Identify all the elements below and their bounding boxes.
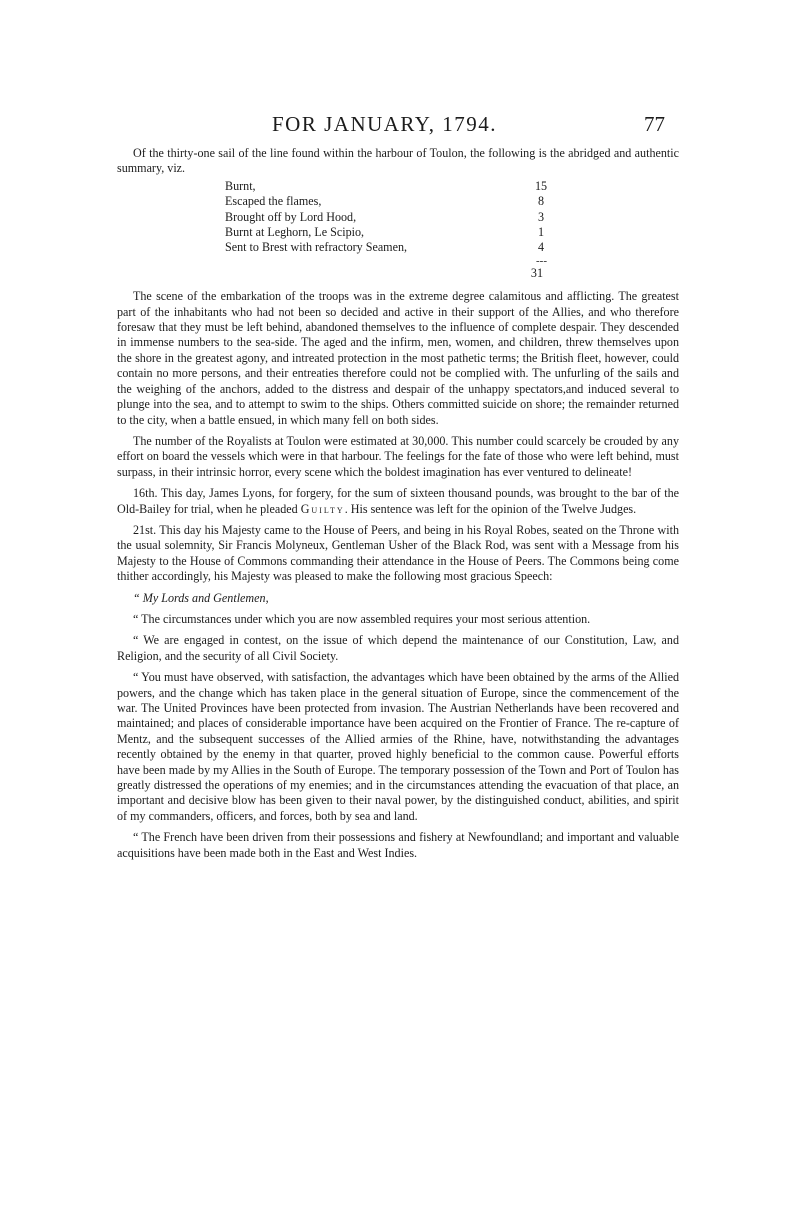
page-header: [0, 112, 796, 138]
summary-label: Escaped the flames,: [225, 194, 322, 209]
intro-paragraph: Of the thirty-one sail of the line found within the harbour of Toulon, the following is the abridged and authentic summary, viz.: [117, 146, 679, 176]
summary-value: 8: [537, 194, 545, 209]
page-number: 77: [644, 112, 665, 136]
speech-paragraph: “ The French have been driven from their possessions and fishery at Newfoundland; and important and valuable acquisitions have been made both in the East and West Indies.: [117, 830, 679, 860]
embarkation-paragraph: The scene of the embarkation of the troops was in the extreme degree calamitous and afflicting. The greatest part of the inhabitants who had not been so decided and active in their support of the Allies, and who therefore foresaw that they must be left behind, abandoned themselves to the influence of complete despair. They descended in immense numbers to the sea-side. The aged and the infirm, men, women, and children, threw themselves upon the shore in the greatest agony, and intreated protection in the most pathetic terms; the British fleet, however, could contain no more persons, and their entreaties therefore could not be complied with. The unfurling of the sails and the weighing of the anchors, added to the distress and despair of the unhappy spectators,and induced several to plunge into the sea, and to attempt to swim to the ships. Others committed suicide on shore; the remainder returned to the city, when a battle ensued, in which many fell on both sides.: [117, 289, 679, 427]
lyons-text-end: . His sentence was left for the opinion of the Twelve Judges.: [344, 501, 637, 516]
summary-total: 31: [530, 265, 543, 280]
summary-label: Brought off by Lord Hood,: [225, 209, 357, 224]
house-of-peers-paragraph: 21st. This day his Majesty came to the House of Peers, and being in his Royal Robes, seated on the Throne with the usual solemnity, Sir Francis Molyneux, Gentleman Usher of the Black Rod, was sent with a Message from his Majesty to the House of Commons commanding their attendance in the House of Peers. The Commons being come thither accordingly, his Majesty was pleased to make the following most gracious Speech:: [117, 522, 679, 584]
plea-text: Guilty: [300, 501, 345, 516]
summary-row: [225, 210, 551, 225]
speech-paragraph: “ You must have observed, with satisfaction, the advantages which have been obtained by the arms of the Allied powers, and the change which has taken place in the general situation of Europe, since the commencement of the war. The United Provinces have been protected from invasion. The Austrian Netherlands have been recovered and maintained; and places of considerable importance have been acquired on the Frontier of France. The re-capture of Mentz, and the subsequent successes of the Allied armies of the Rhine, have, notwithstanding the advantages recently obtained by the enemy in that quarter, proved highly beneficial to the common cause. Powerful efforts have been made by my Allies in the South of Europe. The temporary possession of the Town and Port of Toulon has greatly distressed the operations of my enemies; and in the circumstances attending the evacuation of that place, an important and decisive blow has been given to their naval power, by the distinguished conduct, abilities, and spirit of my commanders, officers, and forces, both by sea and land.: [117, 670, 679, 823]
summary-label: Burnt,: [225, 178, 256, 193]
running-title: FOR JANUARY, 1794.: [272, 112, 497, 136]
ships-summary: [225, 179, 551, 281]
speech-paragraph: “ We are engaged in contest, on the issue of which depend the maintenance of our Constitution, Law, and Religion, and the security of all Civil Society.: [117, 633, 679, 663]
speech-salutation: “ My Lords and Gentlemen,: [133, 590, 269, 605]
speech-paragraph: “ The circumstances under which you are now assembled requires your most serious attention.: [133, 611, 591, 626]
lyons-text: 16th. This day, James Lyons, for forgery, for the sum of sixteen thousand pounds, was brought to the bar of the Old-Bailey for trial, when he pleaded: [117, 486, 679, 516]
summary-value: 1: [537, 225, 545, 240]
royalists-paragraph: The number of the Royalists at Toulon were estimated at 30,000. This number could scarcely be crouded by any effort on board the vessels which were in that harbour. The feelings for the fate of those who were left behind, must surpass, in their intrinsic horror, every scene which the boldest imagination has ever ventured to delineate!: [117, 433, 679, 479]
summary-label: Sent to Brest with refractory Seamen,: [225, 240, 408, 255]
summary-row: [225, 240, 551, 255]
summary-value: 15: [534, 178, 548, 193]
summary-label: Burnt at Leghorn, Le Scipio,: [225, 225, 365, 240]
summary-value: 3: [537, 209, 545, 224]
summary-value: 4: [537, 240, 545, 255]
summary-row: [225, 194, 551, 209]
summary-row: [225, 179, 551, 194]
summary-rule: ---: [536, 254, 547, 267]
lyons-paragraph: [117, 486, 679, 517]
summary-row: [225, 225, 551, 240]
article-body: [117, 146, 679, 867]
